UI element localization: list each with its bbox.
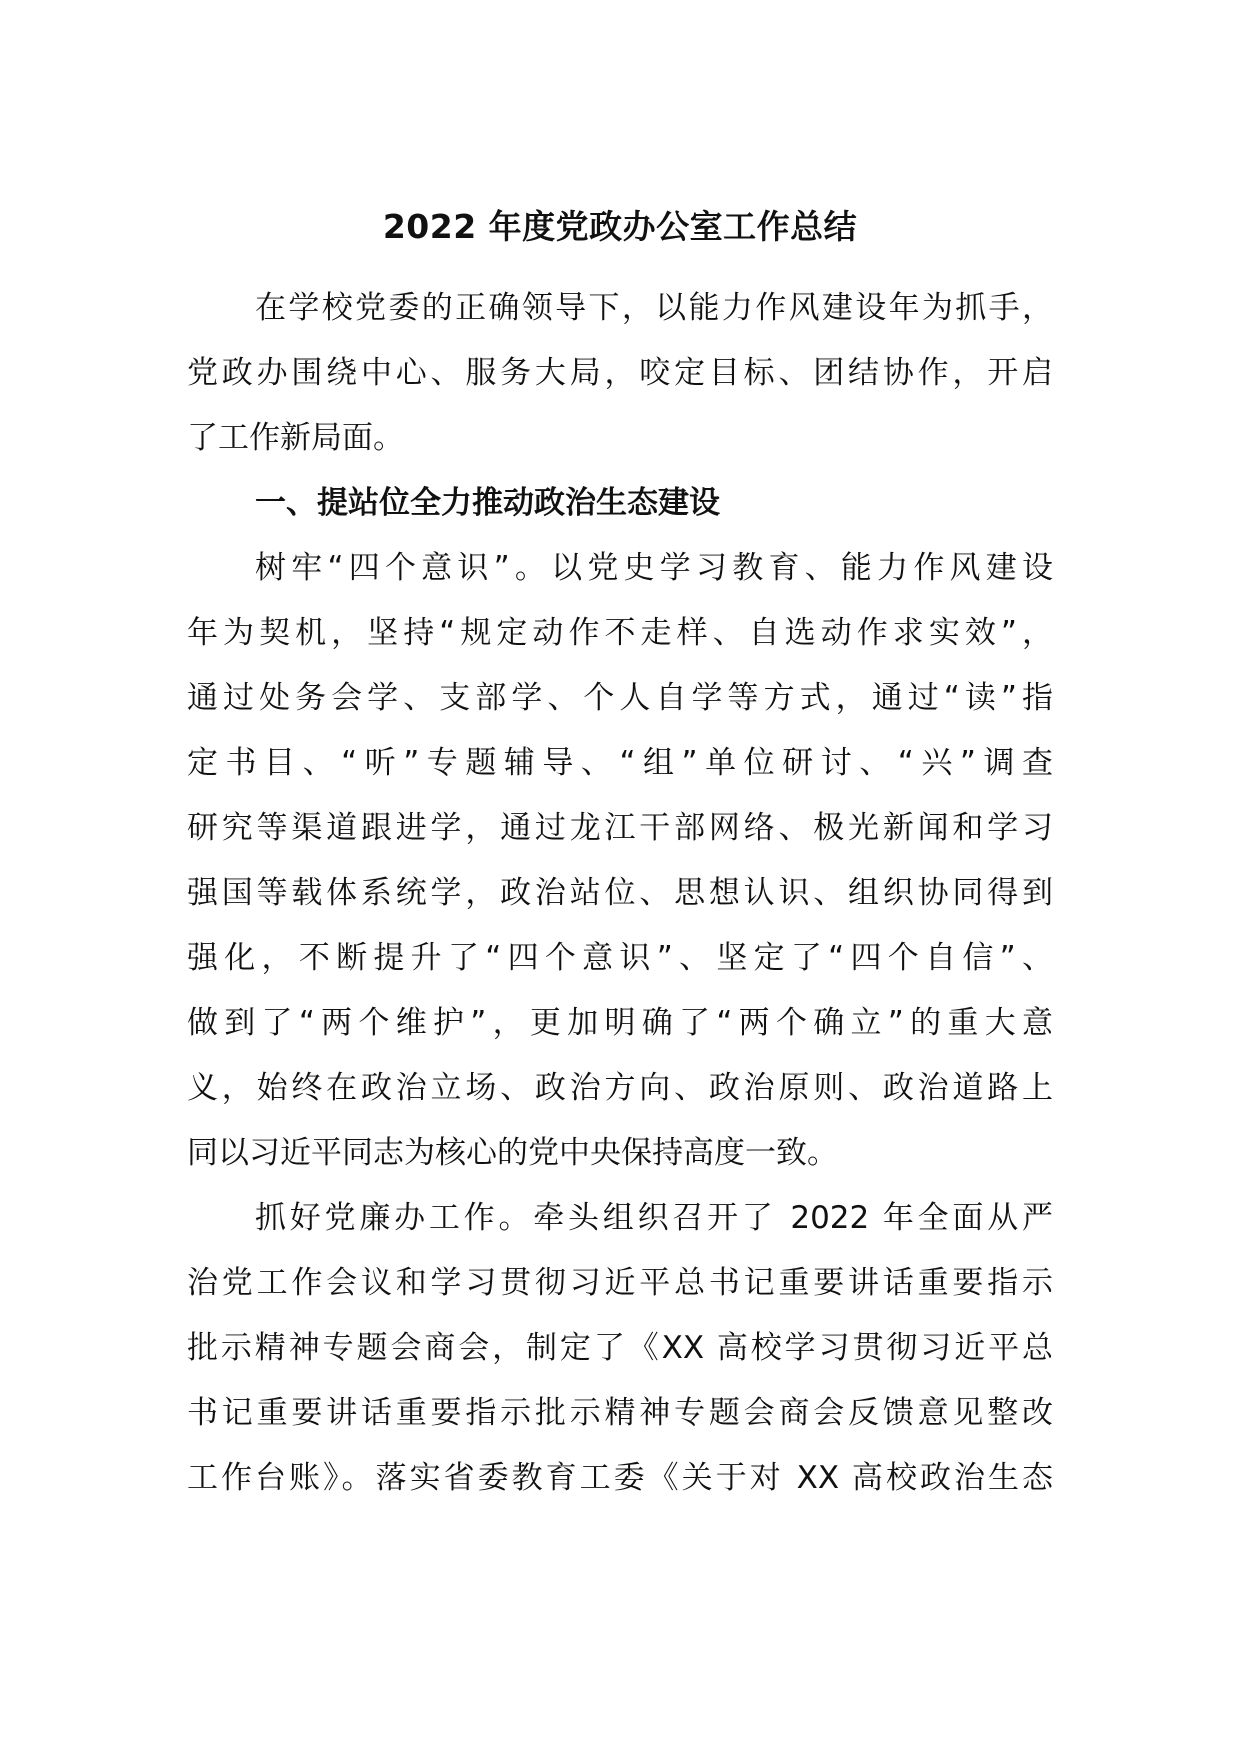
paragraph-line: 定书目、“听”专题辅导、“组”单位研讨、“兴”调查 <box>187 745 1053 781</box>
paragraph-line: 通过处务会学、支部学、个人自学等方式，通过“读”指 <box>187 680 1053 716</box>
paragraph-line: 强国等载体系统学，政治站位、思想认识、组织协同得到 <box>187 875 1053 911</box>
paragraph-line: 抓好党廉办工作。牵头组织召开了 2022 年全面从严 <box>255 1200 1053 1236</box>
paragraph-line: 强化，不断提升了“四个意识”、坚定了“四个自信”、 <box>187 940 1053 976</box>
section-heading: 一、提站位全力推动政治生态建设 <box>255 485 720 521</box>
document-title: 2022 年度党政办公室工作总结 <box>382 207 858 246</box>
paragraph-line: 年为契机，坚持“规定动作不走样、自选动作求实效”， <box>187 615 1053 651</box>
paragraph-line: 义，始终在政治立场、政治方向、政治原则、政治道路上 <box>187 1070 1053 1106</box>
document-body <box>187 276 1053 1511</box>
paragraph-line: 研究等渠道跟进学，通过龙江干部网络、极光新闻和学习 <box>187 810 1053 846</box>
paragraph-line: 党政办围绕中心、服务大局，咬定目标、团结协作，开启 <box>187 355 1053 391</box>
paragraph-line: 书记重要讲话重要指示批示精神专题会商会反馈意见整改 <box>187 1395 1053 1431</box>
paragraph-line: 在学校党委的正确领导下，以能力作风建设年为抓手， <box>255 290 1053 326</box>
paragraph-line: 批示精神专题会商会，制定了《XX 高校学习贯彻习近平总 <box>187 1330 1053 1366</box>
paragraph-line: 治党工作会议和学习贯彻习近平总书记重要讲话重要指示 <box>187 1265 1053 1301</box>
paragraph-line: 做到了“两个维护”，更加明确了“两个确立”的重大意 <box>187 1005 1053 1041</box>
paragraph-line: 工作台账》。落实省委教育工委《关于对 XX 高校政治生态 <box>187 1460 1053 1496</box>
paragraph-line: 了工作新局面。 <box>187 420 404 456</box>
paragraph-line: 同以习近平同志为核心的党中央保持高度一致。 <box>187 1135 838 1171</box>
paragraph-line: 树牢“四个意识”。以党史学习教育、能力作风建设 <box>255 550 1053 586</box>
